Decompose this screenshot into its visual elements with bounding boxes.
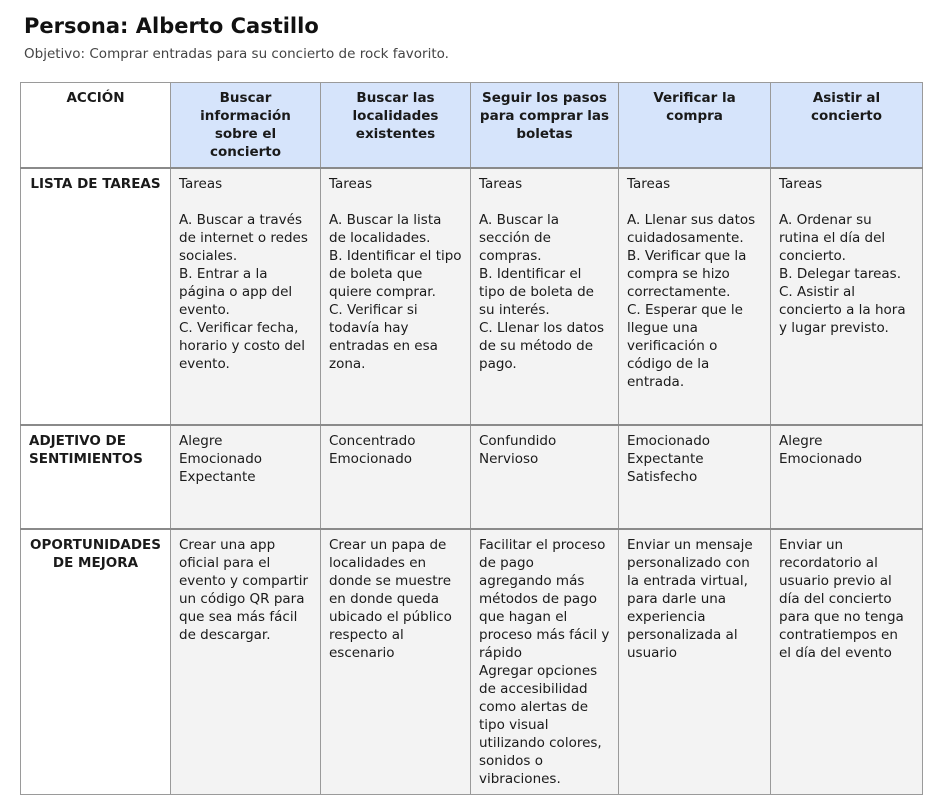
opportunities-cell-5 [771, 529, 923, 795]
persona-title: Persona: Alberto Castillo [24, 14, 319, 38]
stage-header-4: Verificar la compra [619, 83, 771, 169]
feeling-item: Nervioso [479, 451, 539, 467]
opportunity-item: Enviar un recordatorio al usuario previo al día del concierto para que no tenga contratiempos en el día del evento [779, 537, 904, 661]
tasks-heading: Tareas [627, 176, 671, 192]
stage-header-3: Seguir los pasos para comprar las boletas [471, 83, 619, 169]
tasks-heading: Tareas [329, 176, 373, 192]
opportunities-cell-1 [171, 529, 321, 795]
opportunity-item: Enviar un mensaje personalizado con la entrada virtual, para darle una experiencia personalizada al usuario [627, 537, 753, 661]
feeling-item: Expectante [179, 469, 256, 485]
feelings-cell-3 [471, 425, 619, 529]
task-item: C. Esperar que le llegue una verificación o código de la entrada. [627, 302, 743, 390]
opportunities-row [21, 529, 923, 795]
stage-header-row [21, 83, 923, 169]
opportunity-item: Facilitar el proceso de pago agregando más métodos de pago que hagan el proceso más fácil y rápido [479, 537, 610, 661]
feeling-item: Emocionado [329, 451, 413, 467]
feelings-cell-4 [619, 425, 771, 529]
opportunities-cell-4 [619, 529, 771, 795]
task-item: C. Verificar fecha, horario y costo del evento. [179, 320, 305, 372]
tasks-cell-3 [471, 168, 619, 425]
task-item: A. Buscar a través de internet o redes sociales. [179, 212, 308, 264]
tasks-cell-4 [619, 168, 771, 425]
feeling-item: Satisfecho [627, 469, 698, 485]
feelings-cell-2 [321, 425, 471, 529]
task-item: A. Buscar la lista de localidades. [329, 212, 442, 246]
task-item: B. Identificar el tipo de boleta de su interés. [479, 266, 594, 318]
tasks-cell-2 [321, 168, 471, 425]
opportunity-item: Crear una app oficial para el evento y compartir un código QR para que sea más fácil de descargar. [179, 537, 309, 643]
feeling-item: Alegre [779, 433, 823, 449]
feeling-item: Concentrado [329, 433, 416, 449]
task-item: A. Buscar la sección de compras. [479, 212, 559, 264]
tasks-heading: Tareas [179, 176, 223, 192]
tasks-heading: Tareas [779, 176, 823, 192]
stage-header-1: Buscar información sobre el concierto [171, 83, 321, 169]
stage-header-2: Buscar las localidades existentes [321, 83, 471, 169]
opportunity-item: Agregar opciones de accesibilidad como alertas de tipo visual utilizando colores, sonidos o vibraciones. [479, 663, 602, 787]
persona-goal: Objetivo: Comprar entradas para su concierto de rock favorito. [24, 46, 449, 62]
stage-header-5: Asistir al concierto [771, 83, 923, 169]
action-header: ACCIÓN [21, 83, 171, 169]
feeling-item: Emocionado [779, 451, 863, 467]
tasks-row-label: LISTA DE TAREAS [21, 168, 171, 425]
tasks-heading: Tareas [479, 176, 523, 192]
feelings-cell-5 [771, 425, 923, 529]
opportunities-row-label: OPORTUNIDADES DE MEJORA [21, 529, 171, 795]
task-item: B. Verificar que la compra se hizo correctamente. [627, 248, 747, 300]
tasks-row [21, 168, 923, 425]
task-item: A. Ordenar su rutina el día del concierto. [779, 212, 886, 264]
feelings-row-label: ADJETIVO DE SENTIMIENTOS [21, 425, 171, 529]
task-item: C. Asistir al concierto a la hora y lugar previsto. [779, 284, 906, 336]
feelings-row [21, 425, 923, 529]
opportunities-cell-2 [321, 529, 471, 795]
task-item: B. Entrar a la página o app del evento. [179, 266, 293, 318]
task-item: B. Identificar el tipo de boleta que quiere comprar. [329, 248, 462, 300]
feelings-cell-1 [171, 425, 321, 529]
feeling-item: Emocionado [179, 451, 263, 467]
task-item: C. Verificar si todavía hay entradas en esa zona. [329, 302, 438, 372]
feeling-item: Emocionado [627, 433, 711, 449]
tasks-cell-5 [771, 168, 923, 425]
feeling-item: Expectante [627, 451, 704, 467]
journey-map-table [20, 82, 923, 795]
feeling-item: Alegre [179, 433, 223, 449]
opportunity-item: Crear un papa de localidades en donde se muestre en donde queda ubicado el público respecto al escenario [329, 537, 452, 661]
task-item: A. Llenar sus datos cuidadosamente. [627, 212, 756, 246]
feeling-item: Confundido [479, 433, 557, 449]
opportunities-cell-3 [471, 529, 619, 795]
task-item: B. Delegar tareas. [779, 266, 902, 282]
tasks-cell-1 [171, 168, 321, 425]
task-item: C. Llenar los datos de su método de pago. [479, 320, 605, 372]
